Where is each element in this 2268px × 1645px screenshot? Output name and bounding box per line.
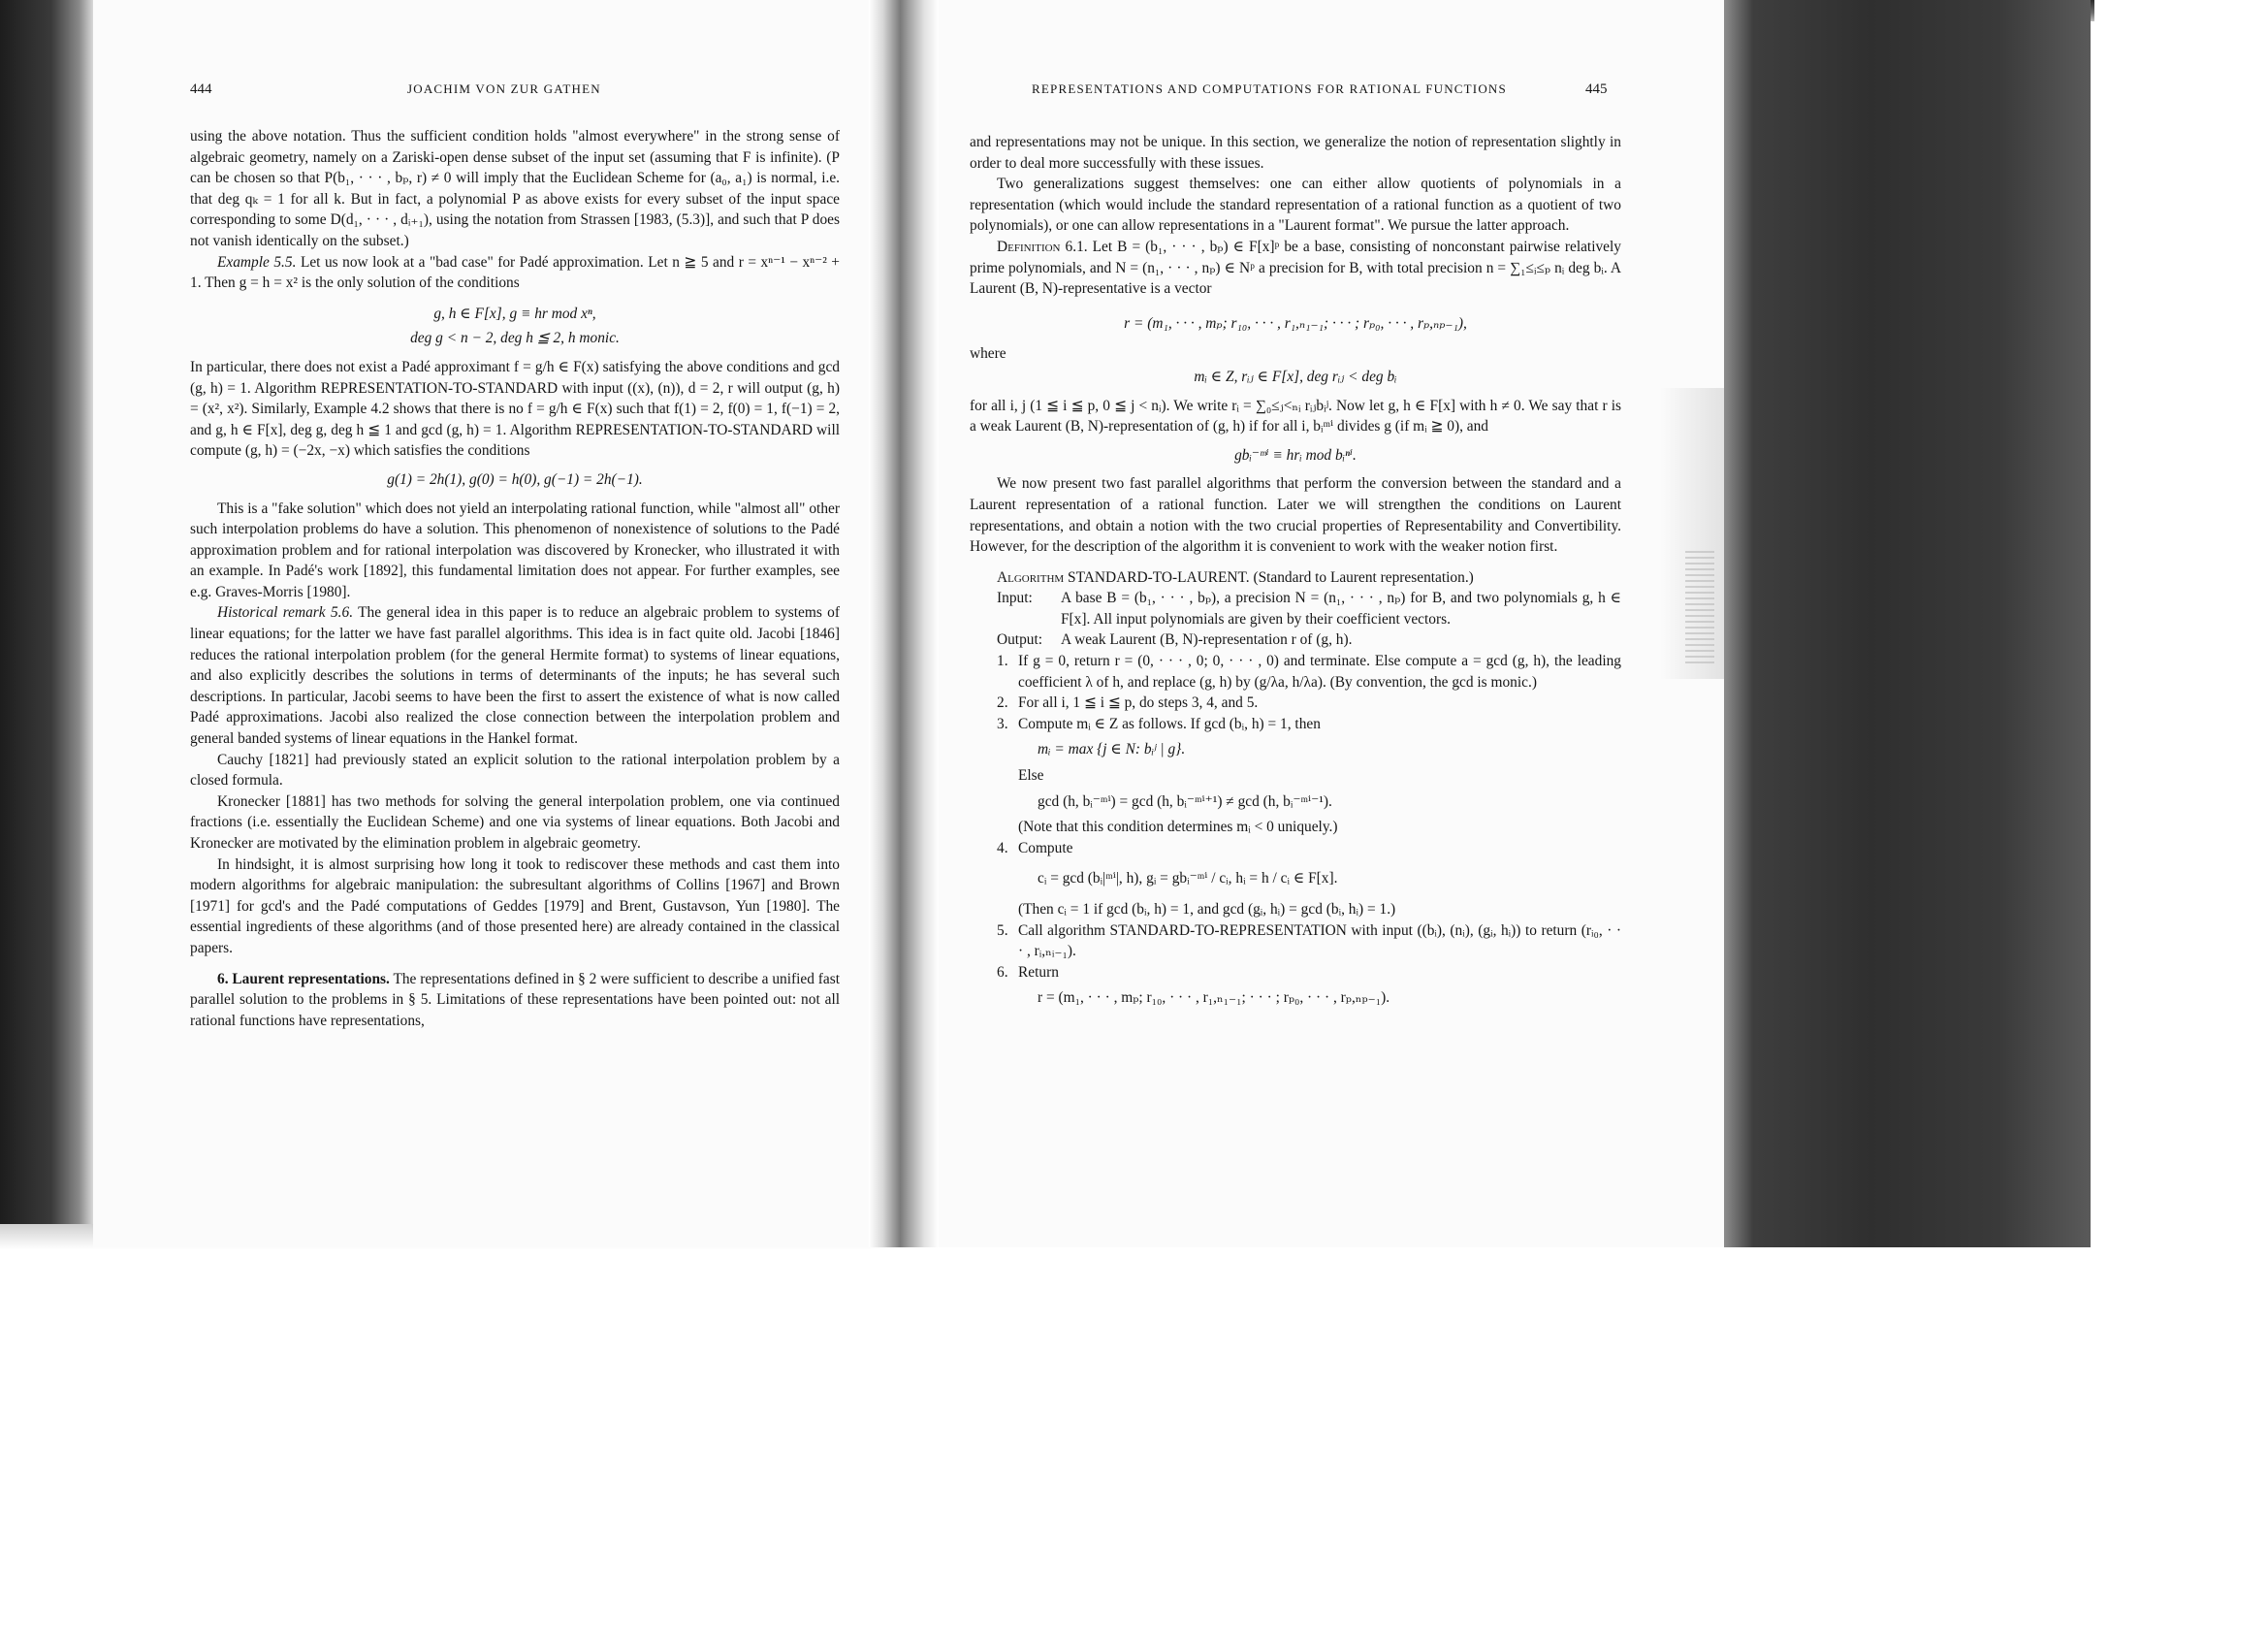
step-text: Compute	[1018, 839, 1073, 856]
step-number: 5.	[997, 921, 1008, 939]
algorithm-step	[997, 714, 1621, 735]
algorithm-step	[997, 962, 1621, 984]
example-heading: Example 5.5.	[217, 253, 297, 271]
equation: gbᵢ⁻ᵐⁱ ≡ hrᵢ mod bᵢⁿⁱ.	[1234, 446, 1357, 464]
running-head-right: REPRESENTATIONS AND COMPUTATIONS FOR RATIONAL FUNCTIONS	[1032, 81, 1507, 96]
step-text: If g = 0, return r = (0, · · · , 0; 0, · · · , 0) and terminate. Else compute a = gcd (g, h), the leading coefficient λ of h, and replace (g, h) by (g/λa, h/λa). (By convention, the gcd is monic.)	[1018, 653, 1621, 691]
algorithm-output	[997, 629, 1621, 651]
else-label: Else	[1018, 767, 1044, 785]
step-note: (Then cᵢ = 1 if gcd (bᵢ, h) = 1, and gcd (gᵢ, hᵢ) = gcd (bᵢ, hᵢ) = 1.)	[1018, 901, 1396, 918]
section-text: The representations defined in § 2 were sufficient to describe a unified fast parallel solution to the problems in § 5. Limitations of these representations have been pointed out: not all rational functions have representations,	[190, 970, 840, 1029]
step-number: 1.	[997, 653, 1008, 670]
step-equation: mᵢ = max {j ∈ N: bᵢʲ | g}.	[1038, 741, 1186, 758]
equation: mᵢ ∈ Z, rᵢⱼ ∈ F[x], deg rᵢⱼ < deg bᵢ	[1194, 368, 1397, 385]
step-equation: cᵢ = gcd (bᵢ|ᵐⁱ|, h), gᵢ = gbᵢ⁻ᵐⁱ / cᵢ, hᵢ = h / cᵢ ∈ F[x].	[1038, 870, 1338, 887]
step-number: 3.	[997, 715, 1008, 732]
paragraph: for all i, j (1 ≦ i ≦ p, 0 ≦ j < nᵢ). We write rᵢ = ∑₀≤ⱼ<ₙᵢ rᵢⱼbᵢʲ. Now let g, h ∈ F[x] with h ≠ 0. We say that r is a weak Laurent (B, N)-representation of (g, h) if for all i, bᵢᵐⁱ divides g (if mᵢ ≧ 0), and	[970, 397, 1621, 435]
scan-shadow-left	[0, 0, 93, 1242]
page-number-right: 445	[1585, 81, 1608, 97]
step-equation: gcd (h, bᵢ⁻ᵐⁱ) = gcd (h, bᵢ⁻ᵐⁱ⁺¹) ≠ gcd (h, bᵢ⁻ᵐⁱ⁻¹).	[1038, 792, 1332, 810]
algorithm-step	[997, 693, 1621, 714]
bleed-through-marks	[1685, 551, 1714, 667]
paragraph: Two generalizations suggest themselves: one can either allow quotients of polynomials in a representation (which would include the standard representation of a rational function as a quotient of two polynomials), or one can allow representations in a "Laurent format". We pursue the latter approach.	[970, 176, 1621, 235]
definition-6-1	[970, 237, 1621, 300]
step-number: 4.	[997, 839, 1008, 856]
page-number-left: 444	[190, 81, 212, 97]
paragraph: Cauchy [1821] had previously stated an explicit solution to the rational interpolation problem by a closed formula.	[190, 751, 840, 790]
paragraph: using the above notation. Thus the sufficient condition holds "almost everywhere" in the strong sense of algebraic geometry, namely on a Zariski-open dense subset of the input set (assuming that F is infinite). (P can be chosen so that P(b₁, · · · , bₚ, r) ≠ 0 will imply that the Euclidean Scheme for (a₀, a₁) is normal, i.e. that deg qₖ = 1 for all k. But in fact, a polynomial P as above exists for every subset of the input space corresponding to some D(d₁, · · · , dᵢ₊₁), using the notation from Strassen [1983, (5.3)], and such that P does not vanish identically on the subset.)	[190, 128, 840, 249]
equation: r = (m₁, · · · , mₚ; r₁₀, · · · , r₁,ₙ₁₋₁; · · · ; rₚ₀, · · · , rₚ,ₙₚ₋₁),	[1124, 314, 1467, 332]
left-column	[190, 126, 840, 1031]
paragraph: We now present two fast parallel algorithms that perform the conversion between the standard and a Laurent representation of a rational function. Later we will strengthen the conditions on Laurent representations, and obtain a notion with the two crucial properties of Representability and Convertibility. However, for the description of the algorithm it is convenient to work with the weaker notion first.	[970, 475, 1621, 556]
historical-remark	[190, 602, 840, 749]
definition-heading: Definition 6.1.	[997, 238, 1088, 255]
algorithm-step	[997, 920, 1621, 962]
remark-text: The general idea in this paper is to reduce an algebraic problem to systems of linear equations; for the latter we have fast parallel algorithms. This idea is in fact quite old. Jacobi [1846] reduces the rational interpolation problem (for the general Hermite format) to systems of linear equations, and also explicitly describes the solutions in terms of determinants of the inputs; he has several such descriptions. In particular, Jacobi seems to have been the first to assert the existence of what is now called Padé approximations. Jacobi also realized the close connection between the interpolation problem and general banded systems of linear equations in the Hankel format.	[190, 604, 840, 748]
output-text: A weak Laurent (B, N)-representation r of (g, h).	[1061, 631, 1353, 649]
step-note: (Note that this condition determines mᵢ < 0 uniquely.)	[1018, 819, 1338, 836]
step-equation: r = (m₁, · · · , mₚ; r₁₀, · · · , r₁,ₙ₁₋₁; · · · ; rₚ₀, · · · , rₚ,ₙₚ₋₁).	[1038, 989, 1390, 1007]
running-head-left: JOACHIM VON ZUR GATHEN	[407, 81, 601, 96]
step-number: 6.	[997, 963, 1008, 981]
remark-heading: Historical remark 5.6.	[217, 604, 354, 622]
equation: deg g < n − 2, deg h ≦ 2, h monic.	[410, 330, 620, 347]
definition-text: Let B = (b₁, · · · , bₚ) ∈ F[x]ᵖ be a base, consisting of nonconstant pairwise relatively prime polynomials, and N = (n₁, · · · , nₚ) ∈ Nᵖ a precision for B, with total precision n = ∑₁≤ᵢ≤ₚ nᵢ deg bᵢ. A Laurent (B, N)-representative is a vector	[970, 238, 1621, 298]
equation: g, h ∈ F[x], g ≡ hr mod xⁿ,	[433, 305, 596, 322]
step-number: 2.	[997, 694, 1008, 712]
example-text: Let us now look at a "bad case" for Padé approximation. Let n ≧ 5 and r = xⁿ⁻¹ − xⁿ⁻² + 1. Then g = h = x² is the only solution of the conditions	[190, 253, 840, 292]
algorithm-title	[997, 567, 1621, 589]
paragraph: and representations may not be unique. In this section, we generalize the notion of representation slightly in order to deal more successfully with these issues.	[970, 134, 1621, 172]
input-text: A base B = (b₁, · · · , bₚ), a precision N = (n₁, · · · , nₚ) for B, and two polynomials g, h ∈ F[x]. All input polynomials are given by their coefficient vectors.	[1061, 590, 1621, 628]
input-label: Input:	[997, 590, 1033, 607]
step-text: Compute mᵢ ∈ Z as follows. If gcd (bᵢ, h) = 1, then	[1018, 715, 1321, 732]
right-column	[970, 132, 1621, 1009]
paragraph: Kronecker [1881] has two methods for solving the general interpolation problem, one via continued fractions (i.e. essentially the Euclidean Scheme) and one via systems of linear equations. Both Jacobi and Kronecker are motivated by the elimination problem in algebraic geometry.	[190, 792, 840, 852]
step-text: Return	[1018, 963, 1059, 981]
section-heading: 6. Laurent representations.	[217, 970, 390, 987]
example-5-5	[190, 252, 840, 294]
right-page	[939, 0, 1724, 1247]
algorithm-input	[997, 588, 1621, 629]
step-text: Call algorithm STANDARD-TO-REPRESENTATION with input ((bᵢ), (nᵢ), (gᵢ, hᵢ)) to return (rᵢ₀, · · · , rᵢ,ₙᵢ₋₁).	[1018, 921, 1621, 960]
equation: g(1) = 2h(1), g(0) = h(0), g(−1) = 2h(−1).	[387, 470, 643, 488]
scan-shadow-right	[1724, 0, 2091, 1247]
left-page	[93, 0, 869, 1247]
step-text: For all i, 1 ≦ i ≦ p, do steps 3, 4, and 5.	[1018, 694, 1259, 712]
section-6-intro	[190, 969, 840, 1032]
algorithm-step	[997, 838, 1621, 859]
algorithm-block	[970, 567, 1621, 1009]
paragraph: In particular, there does not exist a Padé approximant f = g/h ∈ F(x) satisfying the above conditions and gcd (g, h) = 1. Algorithm REPRESENTATION-TO-STANDARD with input ((x), (n)), d = 2, r will output (g, h) = (x², x²). Similarly, Example 4.2 shows that there is no f = g/h ∈ F(x) such that f(1) = 2, f(0) = 1, f(−1) = 2, and g, h ∈ F[x], deg g, deg h ≦ 1 and gcd (g, h) = 1. Algorithm REPRESENTATION-TO-STANDARD will compute (g, h) = (−2x, −x) which satisfies the conditions	[190, 358, 840, 460]
where-label: where	[970, 345, 1006, 363]
algorithm-step	[997, 651, 1621, 693]
output-label: Output:	[997, 631, 1043, 649]
algorithm-heading: Algorithm STANDARD-TO-LAURENT.	[997, 568, 1250, 586]
algorithm-subtitle: (Standard to Laurent representation.)	[1249, 568, 1474, 586]
book-spine	[869, 0, 939, 1247]
paragraph: This is a "fake solution" which does not yield an interpolating rational function, while "almost all" other such interpolation problems do have a solution. This phenomenon of nonexistence of solutions to the Padé approximation problem and for rational interpolation was discovered by Kronecker, who illustrated it with an example. In Padé's work [1892], this fundamental limitation does not appear. For further examples, see e.g. Graves-Morris [1980].	[190, 500, 840, 600]
paragraph: In hindsight, it is almost surprising how long it took to rediscover these methods and cast them into modern algorithms for algebraic manipulation: the subresultant algorithms of Collins [1967] and Brown [1971] for gcd's and the Padé computations of Geddes [1979] and Brent, Gustavson, Yun [1980]. The essential ingredients of these algorithms (and of those presented here) are already contained in the classical papers.	[190, 855, 840, 956]
